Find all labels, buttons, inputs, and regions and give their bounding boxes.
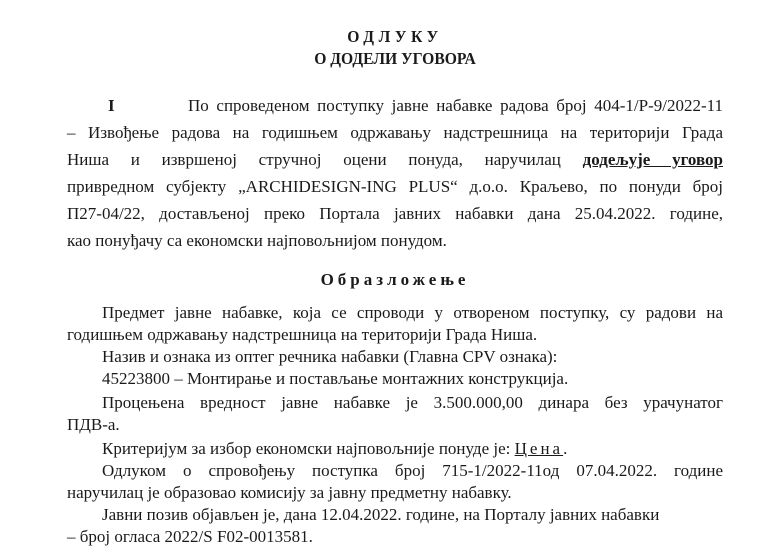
- section-i-line-4: привредном субјекту „ARCHIDESIGN-ING PLUS“ д.о.о. Краљево, по понуди број: [67, 177, 723, 196]
- explanation-line-11: – број огласа 2022/S F02-0013581.: [67, 527, 313, 546]
- section-i-line-1: I По спроведеном поступку јавне набавке радова број 404-1/Р-9/2022-11: [67, 95, 723, 117]
- explanation-line-9: наручилац је образовао комисију за јавну предметну набавку.: [67, 483, 512, 502]
- explanation-line-10: Јавни позив објављен је, дана 12.04.2022. године, на Порталу јавних набавки: [102, 505, 660, 524]
- explanation-line-4: 45223800 – Монтирање и постављање монтажних конструкција.: [102, 369, 569, 388]
- section-numeral: I: [108, 96, 115, 115]
- section-i-line-2: – Извођење радова на годишњем одржавању надстрешница на територији Града: [67, 123, 723, 142]
- section-i-line-5: П27-04/22, достављеној преко Портала јавних набавки дана 25.04.2022. године,: [67, 204, 723, 223]
- explanation-line-3: Назив и ознака из оптег речника набавки (Главна CPV ознака):: [102, 347, 558, 366]
- criterion-value: Цена: [514, 439, 564, 458]
- explanation-line-6: ПДВ-а.: [67, 415, 120, 434]
- section-i-line-3: Ниша и извршеној стручној оцени понуда, наручилац додељује уговор: [67, 150, 723, 169]
- explanation-line-7: Критеријум за избор економски најповољније понуде је: Цена.: [102, 439, 568, 458]
- explanation-heading: Образложење: [320, 270, 470, 289]
- explanation-line-5: Процењена вредност јавне набавке је 3.500.000,00 динара без урачунатог: [102, 393, 723, 412]
- explanation-line-2: годишњем одржавању надстрешница на територији Града Ниша.: [67, 325, 538, 344]
- document-title: ОДЛУКУ: [347, 27, 443, 46]
- award-contract-emphasis: додељује уговор: [582, 150, 723, 169]
- explanation-line-1: Предмет јавне набавке, која се спроводи у отвореном поступку, су радови на: [102, 303, 723, 322]
- explanation-line-8: Одлуком о спровођењу поступка број 715-1/2022-11од 07.04.2022. године: [102, 461, 723, 480]
- document-subtitle: О ДОДЕЛИ УГОВОРА: [314, 49, 476, 68]
- section-i-line-6: као понуђачу са економски најповољнијом понудом.: [67, 231, 447, 250]
